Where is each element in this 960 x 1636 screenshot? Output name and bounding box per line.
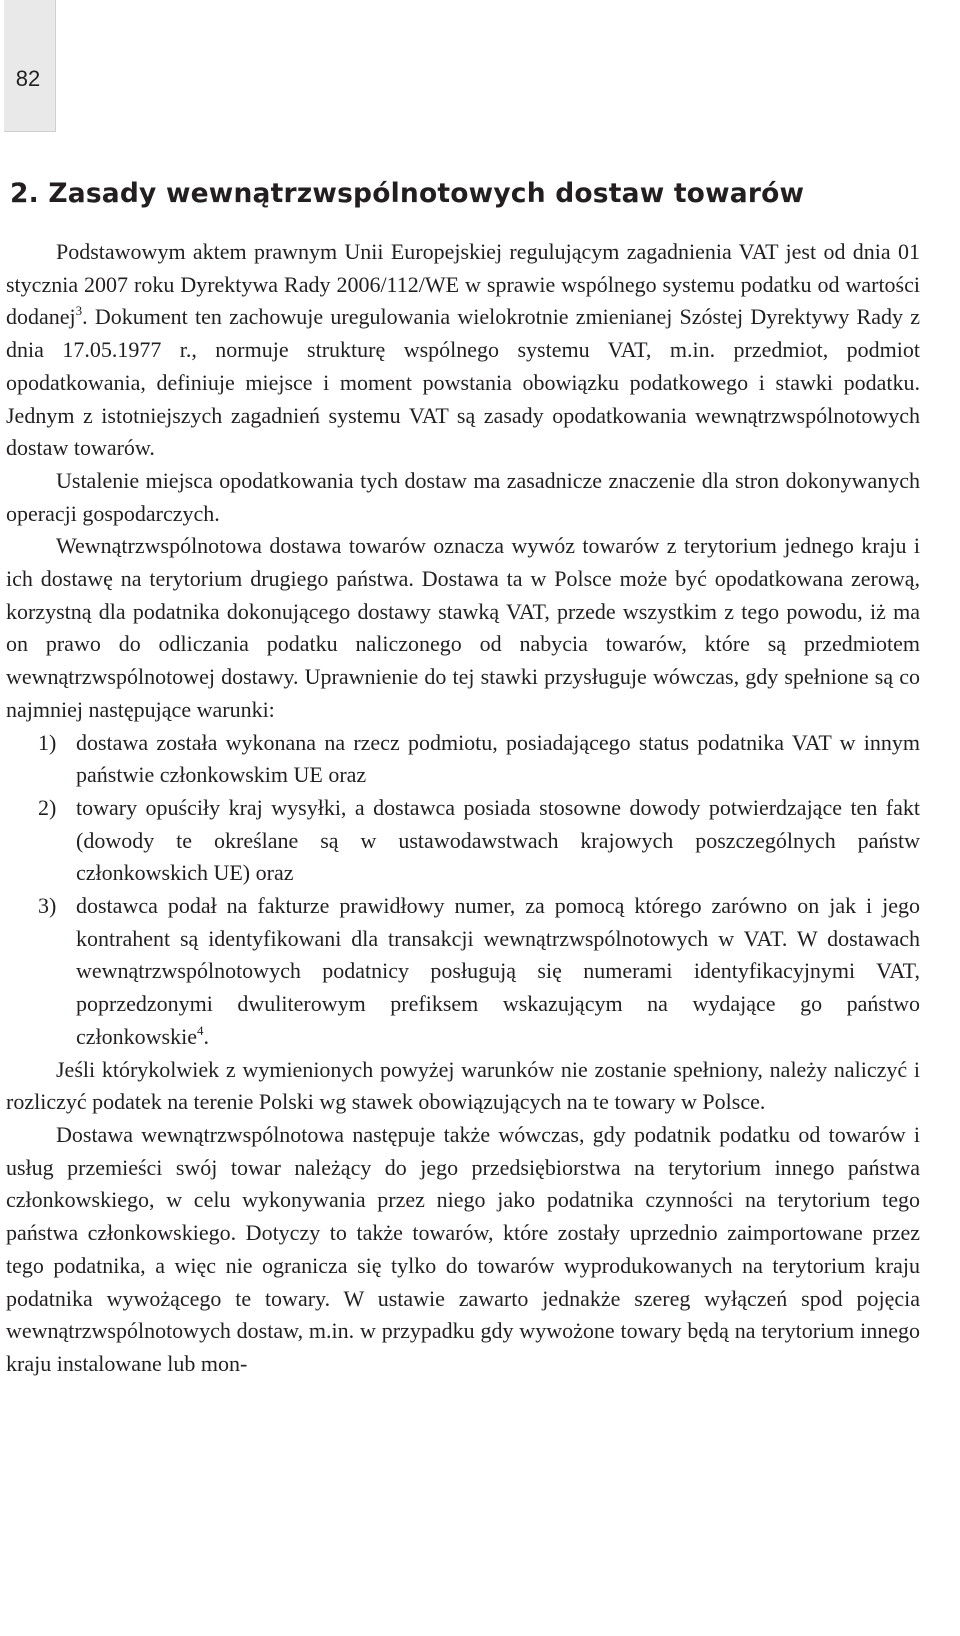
chapter-title: 2. Zasady wewnątrzwspólnotowych dostaw towarów — [10, 178, 805, 209]
paragraph-intro-text: Podstawowym aktem prawnym Unii Europejskiej regulującym zagadnienia VAT jest od dnia 01 stycznia 2007 roku Dyrektywa Rady 2006/112/WE w sprawie wspólnego systemu podatku od wartości dodanej — [6, 239, 920, 330]
paragraph-intro-continuation: . Dokument ten zachowuje uregulowania wielokrotnie zmienianej Szóstej Dyrektywy Rady z dnia 17.05.1977 r., normuje strukturę wspólnego systemu VAT, m.in. przedmiot, podmiot opodatkowania, definiuje miejsce i moment powstania obowiązku podatkowego i stawki podatku. Jednym z istotniejszych zagadnień systemu VAT są zasady opodatkowania wewnątrzwspólnotowych dostaw towarów. — [6, 304, 920, 461]
footnote-ref-3[interactable]: 3 — [75, 303, 83, 319]
condition-text: dostawa została wykonana na rzecz podmiotu, posiadającego status podatnika VAT w innym państwie członkowskim UE oraz — [76, 729, 920, 788]
condition-number: 1) — [38, 729, 57, 755]
paragraph-conditions-not-met: Jeśli którykolwiek z wymienionych powyżej warunków nie zostanie spełniony, należy naliczyć i rozliczyć podatek na terenie Polski wg stawek obowiązujących na te towary w Polsce. — [6, 1056, 920, 1115]
paragraph-definition: Wewnątrzwspólnotowa dostawa towarów oznacza wywóz towarów z terytorium jednego kraju i ich dostawę na terytorium drugiego państwa. Dostawa ta w Polsce może być opodatkowana zerową, korzystną dla podatnika dokonującego dostawy stawką VAT, przede wszystkim z tego powodu, iż ma on prawo do odliczania podatku naliczonego od nabycia towarów, które są przedmiotem wewnątrzwspólnotowej dostawy. Uprawnienie do tej stawki przysługuje wówczas, gdy spełnione są co najmniej następujące warunki: — [6, 533, 920, 722]
body-text — [6, 236, 920, 1381]
condition-number: 3) — [38, 893, 57, 919]
condition-item-3 — [6, 890, 920, 1054]
condition-item-2 — [6, 792, 920, 890]
conditions-list — [6, 727, 920, 1054]
page-number: 82 — [15, 66, 41, 91]
condition-item-1 — [6, 727, 920, 792]
condition-text: towary opuściły kraj wysyłki, a dostawca posiada stosowne dowody potwierdzające ten fakt (dowody te określane są w ustawodawstwach krajowych poszczególnych państw członkowskich UE) oraz — [76, 794, 920, 886]
condition-text: dostawca podał na fakturze prawidłowy numer, za pomocą którego zarówno on jak i jego kontrahent są identyfikowani dla transakcji wewnątrzwspólnotowych w VAT. W dostawach wewnątrzwspólnotowych podatnicy posługują się numerami identyfikacyjnymi VAT, poprzedzonymi dwuliterowym prefiksem wskazującym na wydające go państwo członkowskie — [76, 893, 920, 1049]
condition-number: 2) — [38, 794, 57, 820]
paragraph-intro — [6, 236, 920, 465]
paragraph-transfer-of-goods: Dostawa wewnątrzwspólnotowa następuje także wówczas, gdy podatnik podatku od towarów i usług przemieści swój towar należący do jego przedsiębiorstwa na terytorium innego państwa członkowskiego, w celu wykonywania przez niego jako podatnika czynności na terytorium tego państwa członkowskiego. Dotyczy to także towarów, które zostały uprzednio zaimportowane przez tego podatnika, a więc nie ogranicza się tylko do towarów wyprodukowanych na terytorium kraju podatnika wywożącego te towary. W ustawie zawarto jednakże szereg wyłączeń spod pojęcia wewnątrzwspólnotowych dostaw, m.in. w przypadku gdy wywożone towary będą na terytorium innego kraju instalowane lub mon- — [6, 1121, 920, 1376]
footnote-ref-4[interactable]: 4 — [196, 1022, 204, 1038]
condition-text-suffix: . — [203, 1023, 209, 1049]
paragraph-place-of-taxation: Ustalenie miejsca opodatkowania tych dostaw ma zasadnicze znaczenie dla stron dokonywanych operacji gospodarczych. — [6, 467, 920, 526]
